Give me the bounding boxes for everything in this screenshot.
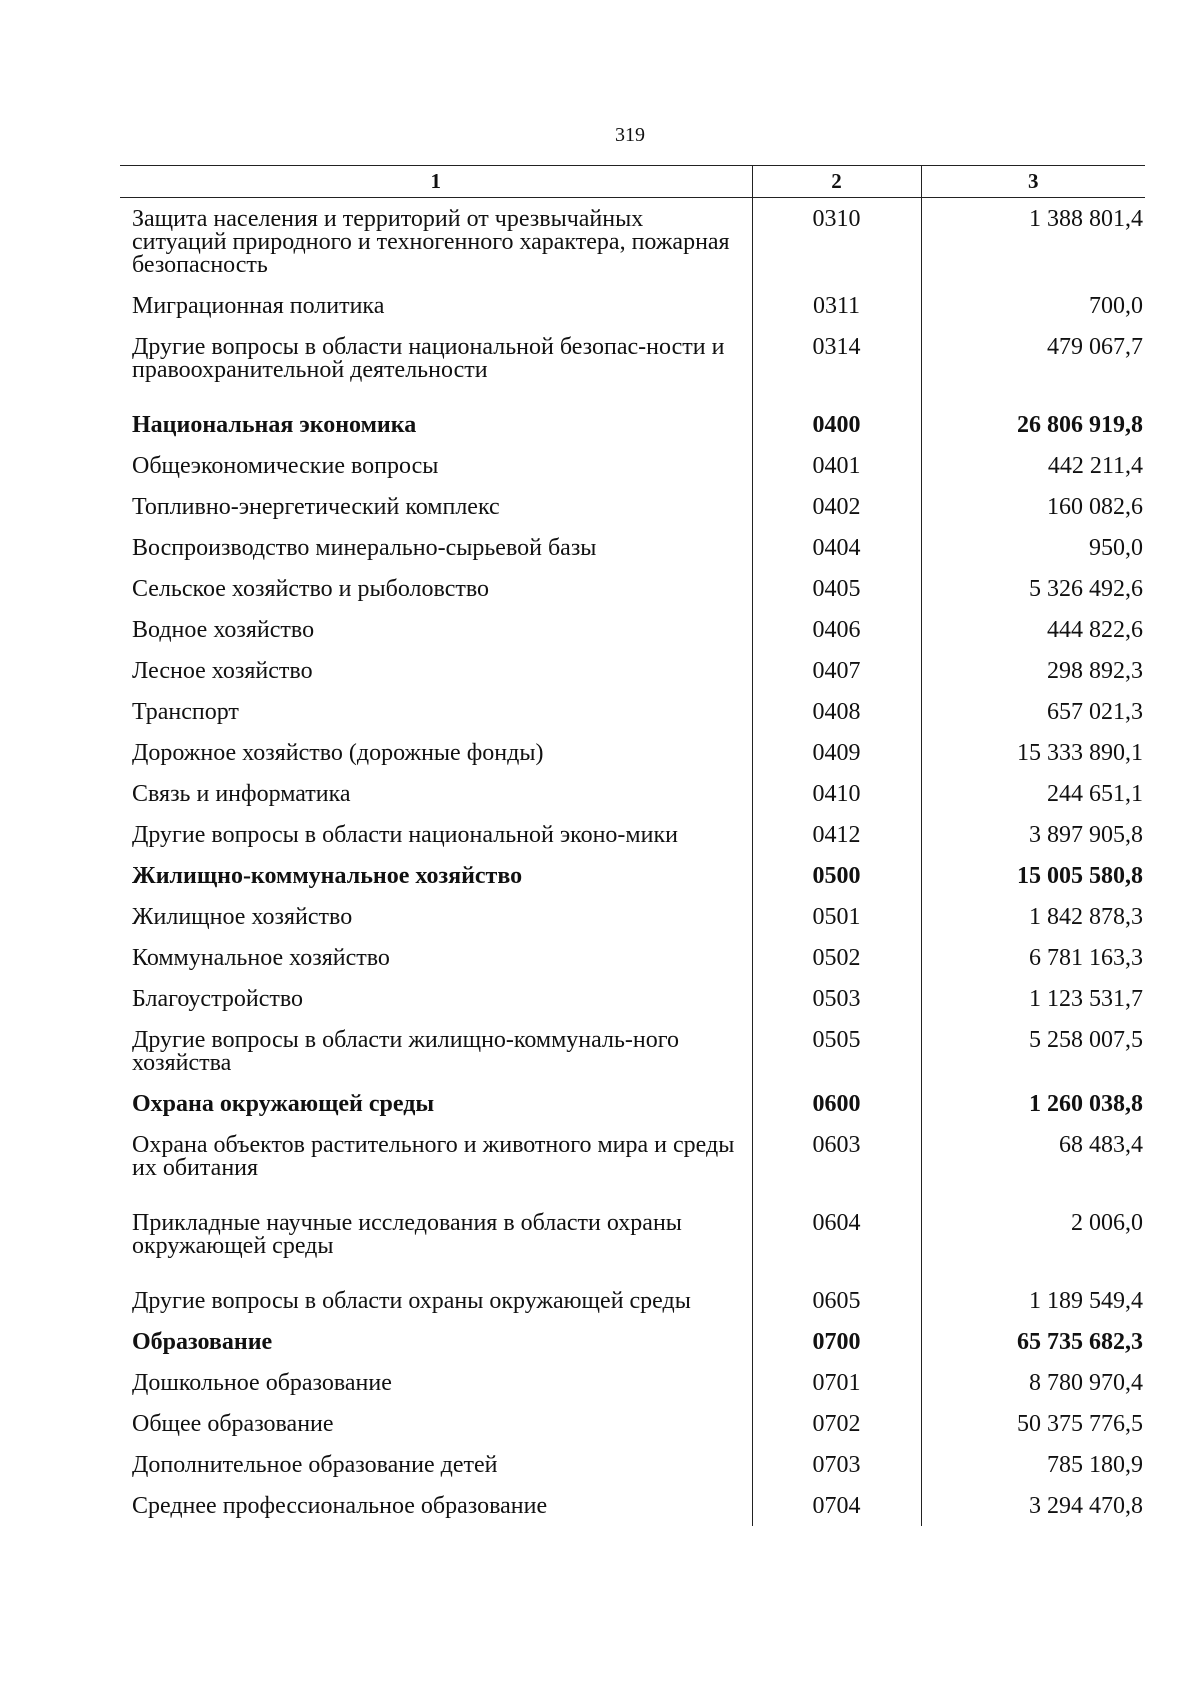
section-row bbox=[120, 1321, 1145, 1362]
row-amount: 5 258 007,5 bbox=[1029, 1027, 1143, 1053]
table-row bbox=[120, 609, 1145, 650]
column-header-2: 2 bbox=[752, 166, 921, 198]
row-code: 0405 bbox=[752, 568, 921, 609]
row-amount: 15 005 580,8 bbox=[1017, 863, 1143, 889]
table-row bbox=[120, 978, 1145, 1019]
section-row bbox=[120, 1083, 1145, 1124]
row-amount: 657 021,3 bbox=[1047, 699, 1143, 725]
row-name: Другие вопросы в области национальной безопас-ности и правоохранительной деятельности bbox=[120, 326, 752, 404]
row-name: Прикладные научные исследования в области охраны окружающей среды bbox=[120, 1202, 752, 1280]
row-name: Среднее профессиональное образование bbox=[120, 1485, 752, 1526]
column-header-1: 1 bbox=[120, 166, 752, 198]
row-name: Коммунальное хозяйство bbox=[120, 937, 752, 978]
row-amount: 785 180,9 bbox=[1047, 1452, 1143, 1478]
row-code: 0503 bbox=[752, 978, 921, 1019]
section-row bbox=[120, 855, 1145, 896]
column-header-3: 3 bbox=[921, 166, 1145, 198]
row-amount: 3 294 470,8 bbox=[1029, 1493, 1143, 1519]
row-name: Охрана объектов растительного и животного мира и среды их обитания bbox=[120, 1124, 752, 1202]
row-name: Сельское хозяйство и рыболовство bbox=[120, 568, 752, 609]
table-row bbox=[120, 937, 1145, 978]
table-row bbox=[120, 198, 1145, 286]
row-code: 0410 bbox=[752, 773, 921, 814]
table-row bbox=[120, 650, 1145, 691]
row-code: 0402 bbox=[752, 486, 921, 527]
row-name: Общее образование bbox=[120, 1403, 752, 1444]
row-code: 0703 bbox=[752, 1444, 921, 1485]
row-name: Дошкольное образование bbox=[120, 1362, 752, 1403]
row-amount: 6 781 163,3 bbox=[1029, 945, 1143, 971]
row-amount: 5 326 492,6 bbox=[1029, 576, 1143, 602]
table-row bbox=[120, 326, 1145, 404]
row-amount: 3 897 905,8 bbox=[1029, 822, 1143, 848]
budget-table bbox=[120, 165, 1145, 1526]
row-code: 0310 bbox=[752, 198, 921, 286]
row-amount: 8 780 970,4 bbox=[1029, 1370, 1143, 1396]
row-name: Жилищно-коммунальное хозяйство bbox=[120, 855, 752, 896]
row-code: 0407 bbox=[752, 650, 921, 691]
row-name: Другие вопросы в области жилищно-коммуналь-ного хозяйства bbox=[120, 1019, 752, 1083]
row-amount: 1 123 531,7 bbox=[1029, 986, 1143, 1012]
table-row bbox=[120, 285, 1145, 326]
row-name: Другие вопросы в области охраны окружающей среды bbox=[120, 1280, 752, 1321]
row-name: Жилищное хозяйство bbox=[120, 896, 752, 937]
table-row bbox=[120, 527, 1145, 568]
row-code: 0311 bbox=[752, 285, 921, 326]
row-amount: 244 651,1 bbox=[1047, 781, 1143, 807]
row-code: 0700 bbox=[752, 1321, 921, 1362]
row-name: Общеэкономические вопросы bbox=[120, 445, 752, 486]
table-row bbox=[120, 1280, 1145, 1321]
row-code: 0400 bbox=[752, 404, 921, 445]
table-row bbox=[120, 1019, 1145, 1083]
table-row bbox=[120, 1444, 1145, 1485]
row-amount: 50 375 776,5 bbox=[1017, 1411, 1143, 1437]
row-amount: 1 260 038,8 bbox=[1029, 1091, 1143, 1117]
page-number: 319 bbox=[615, 124, 645, 146]
row-amount: 950,0 bbox=[1089, 535, 1143, 561]
table-row bbox=[120, 1202, 1145, 1280]
row-amount: 444 822,6 bbox=[1047, 617, 1143, 643]
row-code: 0404 bbox=[752, 527, 921, 568]
row-name: Миграционная политика bbox=[120, 285, 752, 326]
row-name: Дополнительное образование детей bbox=[120, 1444, 752, 1485]
table-row bbox=[120, 568, 1145, 609]
row-amount: 15 333 890,1 bbox=[1017, 740, 1143, 766]
row-code: 0604 bbox=[752, 1202, 921, 1280]
row-name: Лесное хозяйство bbox=[120, 650, 752, 691]
row-amount: 26 806 919,8 bbox=[1017, 412, 1143, 438]
table-row bbox=[120, 1362, 1145, 1403]
row-name: Охрана окружающей среды bbox=[120, 1083, 752, 1124]
row-amount: 68 483,4 bbox=[1059, 1132, 1143, 1158]
row-amount: 298 892,3 bbox=[1047, 658, 1143, 684]
row-code: 0502 bbox=[752, 937, 921, 978]
row-code: 0704 bbox=[752, 1485, 921, 1526]
row-amount: 160 082,6 bbox=[1047, 494, 1143, 520]
row-name: Связь и информатика bbox=[120, 773, 752, 814]
table-row bbox=[120, 1403, 1145, 1444]
row-amount: 479 067,7 bbox=[1047, 334, 1143, 360]
row-name: Другие вопросы в области национальной эконо-мики bbox=[120, 814, 752, 855]
row-code: 0605 bbox=[752, 1280, 921, 1321]
row-amount: 1 388 801,4 bbox=[1029, 206, 1143, 232]
row-code: 0501 bbox=[752, 896, 921, 937]
table-row bbox=[120, 814, 1145, 855]
table-row bbox=[120, 732, 1145, 773]
row-code: 0412 bbox=[752, 814, 921, 855]
row-code: 0500 bbox=[752, 855, 921, 896]
row-name: Дорожное хозяйство (дорожные фонды) bbox=[120, 732, 752, 773]
row-name: Национальная экономика bbox=[120, 404, 752, 445]
table-row bbox=[120, 486, 1145, 527]
row-code: 0314 bbox=[752, 326, 921, 404]
row-amount: 442 211,4 bbox=[1047, 453, 1143, 479]
row-name: Образование bbox=[120, 1321, 752, 1362]
row-name: Благоустройство bbox=[120, 978, 752, 1019]
row-code: 0702 bbox=[752, 1403, 921, 1444]
row-code: 0408 bbox=[752, 691, 921, 732]
table-header-row bbox=[120, 166, 1145, 198]
table-row bbox=[120, 896, 1145, 937]
section-row bbox=[120, 404, 1145, 445]
row-code: 0409 bbox=[752, 732, 921, 773]
row-name: Водное хозяйство bbox=[120, 609, 752, 650]
row-name: Топливно-энергетический комплекс bbox=[120, 486, 752, 527]
row-code: 0505 bbox=[752, 1019, 921, 1083]
row-amount: 1 842 878,3 bbox=[1029, 904, 1143, 930]
table-row bbox=[120, 691, 1145, 732]
table-row bbox=[120, 445, 1145, 486]
row-code: 0701 bbox=[752, 1362, 921, 1403]
row-amount: 1 189 549,4 bbox=[1029, 1288, 1143, 1314]
row-code: 0603 bbox=[752, 1124, 921, 1202]
table-row bbox=[120, 1124, 1145, 1202]
row-amount: 700,0 bbox=[1089, 293, 1143, 319]
row-name: Транспорт bbox=[120, 691, 752, 732]
row-code: 0600 bbox=[752, 1083, 921, 1124]
table-body bbox=[120, 198, 1145, 1527]
row-amount: 65 735 682,3 bbox=[1017, 1329, 1143, 1355]
row-amount: 2 006,0 bbox=[1071, 1210, 1143, 1236]
row-code: 0401 bbox=[752, 445, 921, 486]
row-code: 0406 bbox=[752, 609, 921, 650]
table-row bbox=[120, 1485, 1145, 1526]
table-row bbox=[120, 773, 1145, 814]
row-name: Воспроизводство минерально-сырьевой базы bbox=[120, 527, 752, 568]
row-name: Защита населения и территорий от чрезвычайных ситуаций природного и техногенного характера, пожарная безопасность bbox=[120, 198, 752, 286]
